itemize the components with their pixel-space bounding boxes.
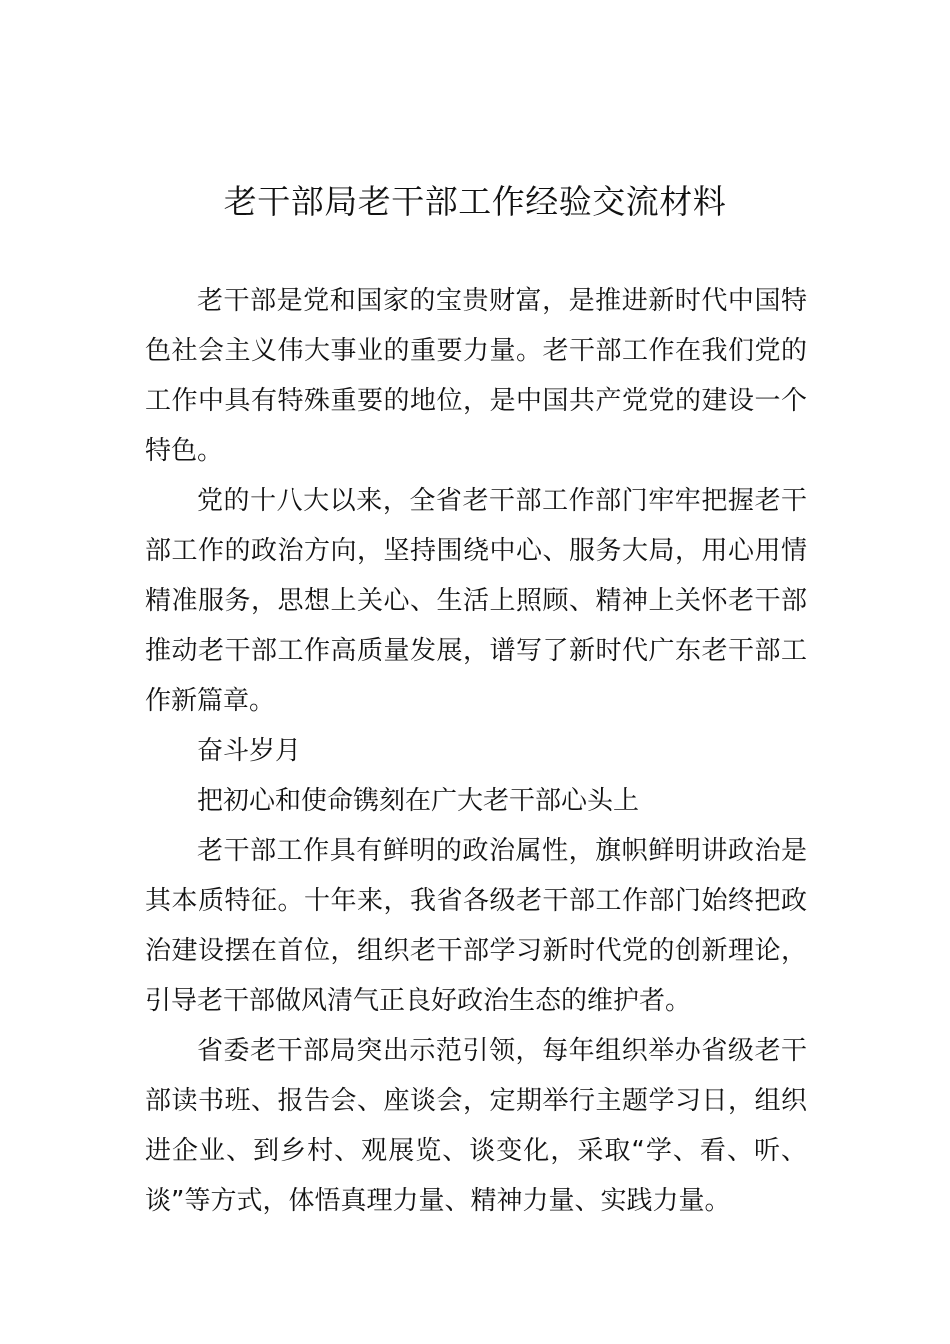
section-heading: 奋斗岁月 (197, 736, 302, 766)
paragraph-leadership: 省委老干部局突出示范引领，每年组织举办省级老干部读书班、报告会、座谈会，定期举行主题学习日，组织进企业、到乡村、观展览、谈变化，采取“学、看、听、谈”等方式，体悟真理力量、精神力量、实践力量。 (145, 1036, 807, 1216)
document-body (145, 276, 807, 1226)
paragraph-achievements: 党的十八大以来，全省老干部工作部门牢牢把握老干部工作的政治方向，坚持围绕中心、服务大局，用心用情精准服务，思想上关心、生活上照顾、精神上关怀老干部推动老干部工作高质量发展，谱写了新时代广东老干部工作新篇章。 (145, 486, 807, 716)
document-title: 老干部局老干部工作经验交流材料 (223, 182, 727, 221)
paragraph-political: 老干部工作具有鲜明的政治属性，旗帜鲜明讲政治是其本质特征。十年来，我省各级老干部工作部门始终把政治建设摆在首位，组织老干部学习新时代党的创新理论，引导老干部做风清气正良好政治生态的维护者。 (145, 836, 807, 1016)
paragraph-intro: 老干部是党和国家的宝贵财富，是推进新时代中国特色社会主义伟大事业的重要力量。老干部工作在我们党的工作中具有特殊重要的地位，是中国共产党党的建设一个特色。 (145, 286, 807, 466)
section-subheading: 把初心和使命镌刻在广大老干部心头上 (197, 786, 640, 816)
